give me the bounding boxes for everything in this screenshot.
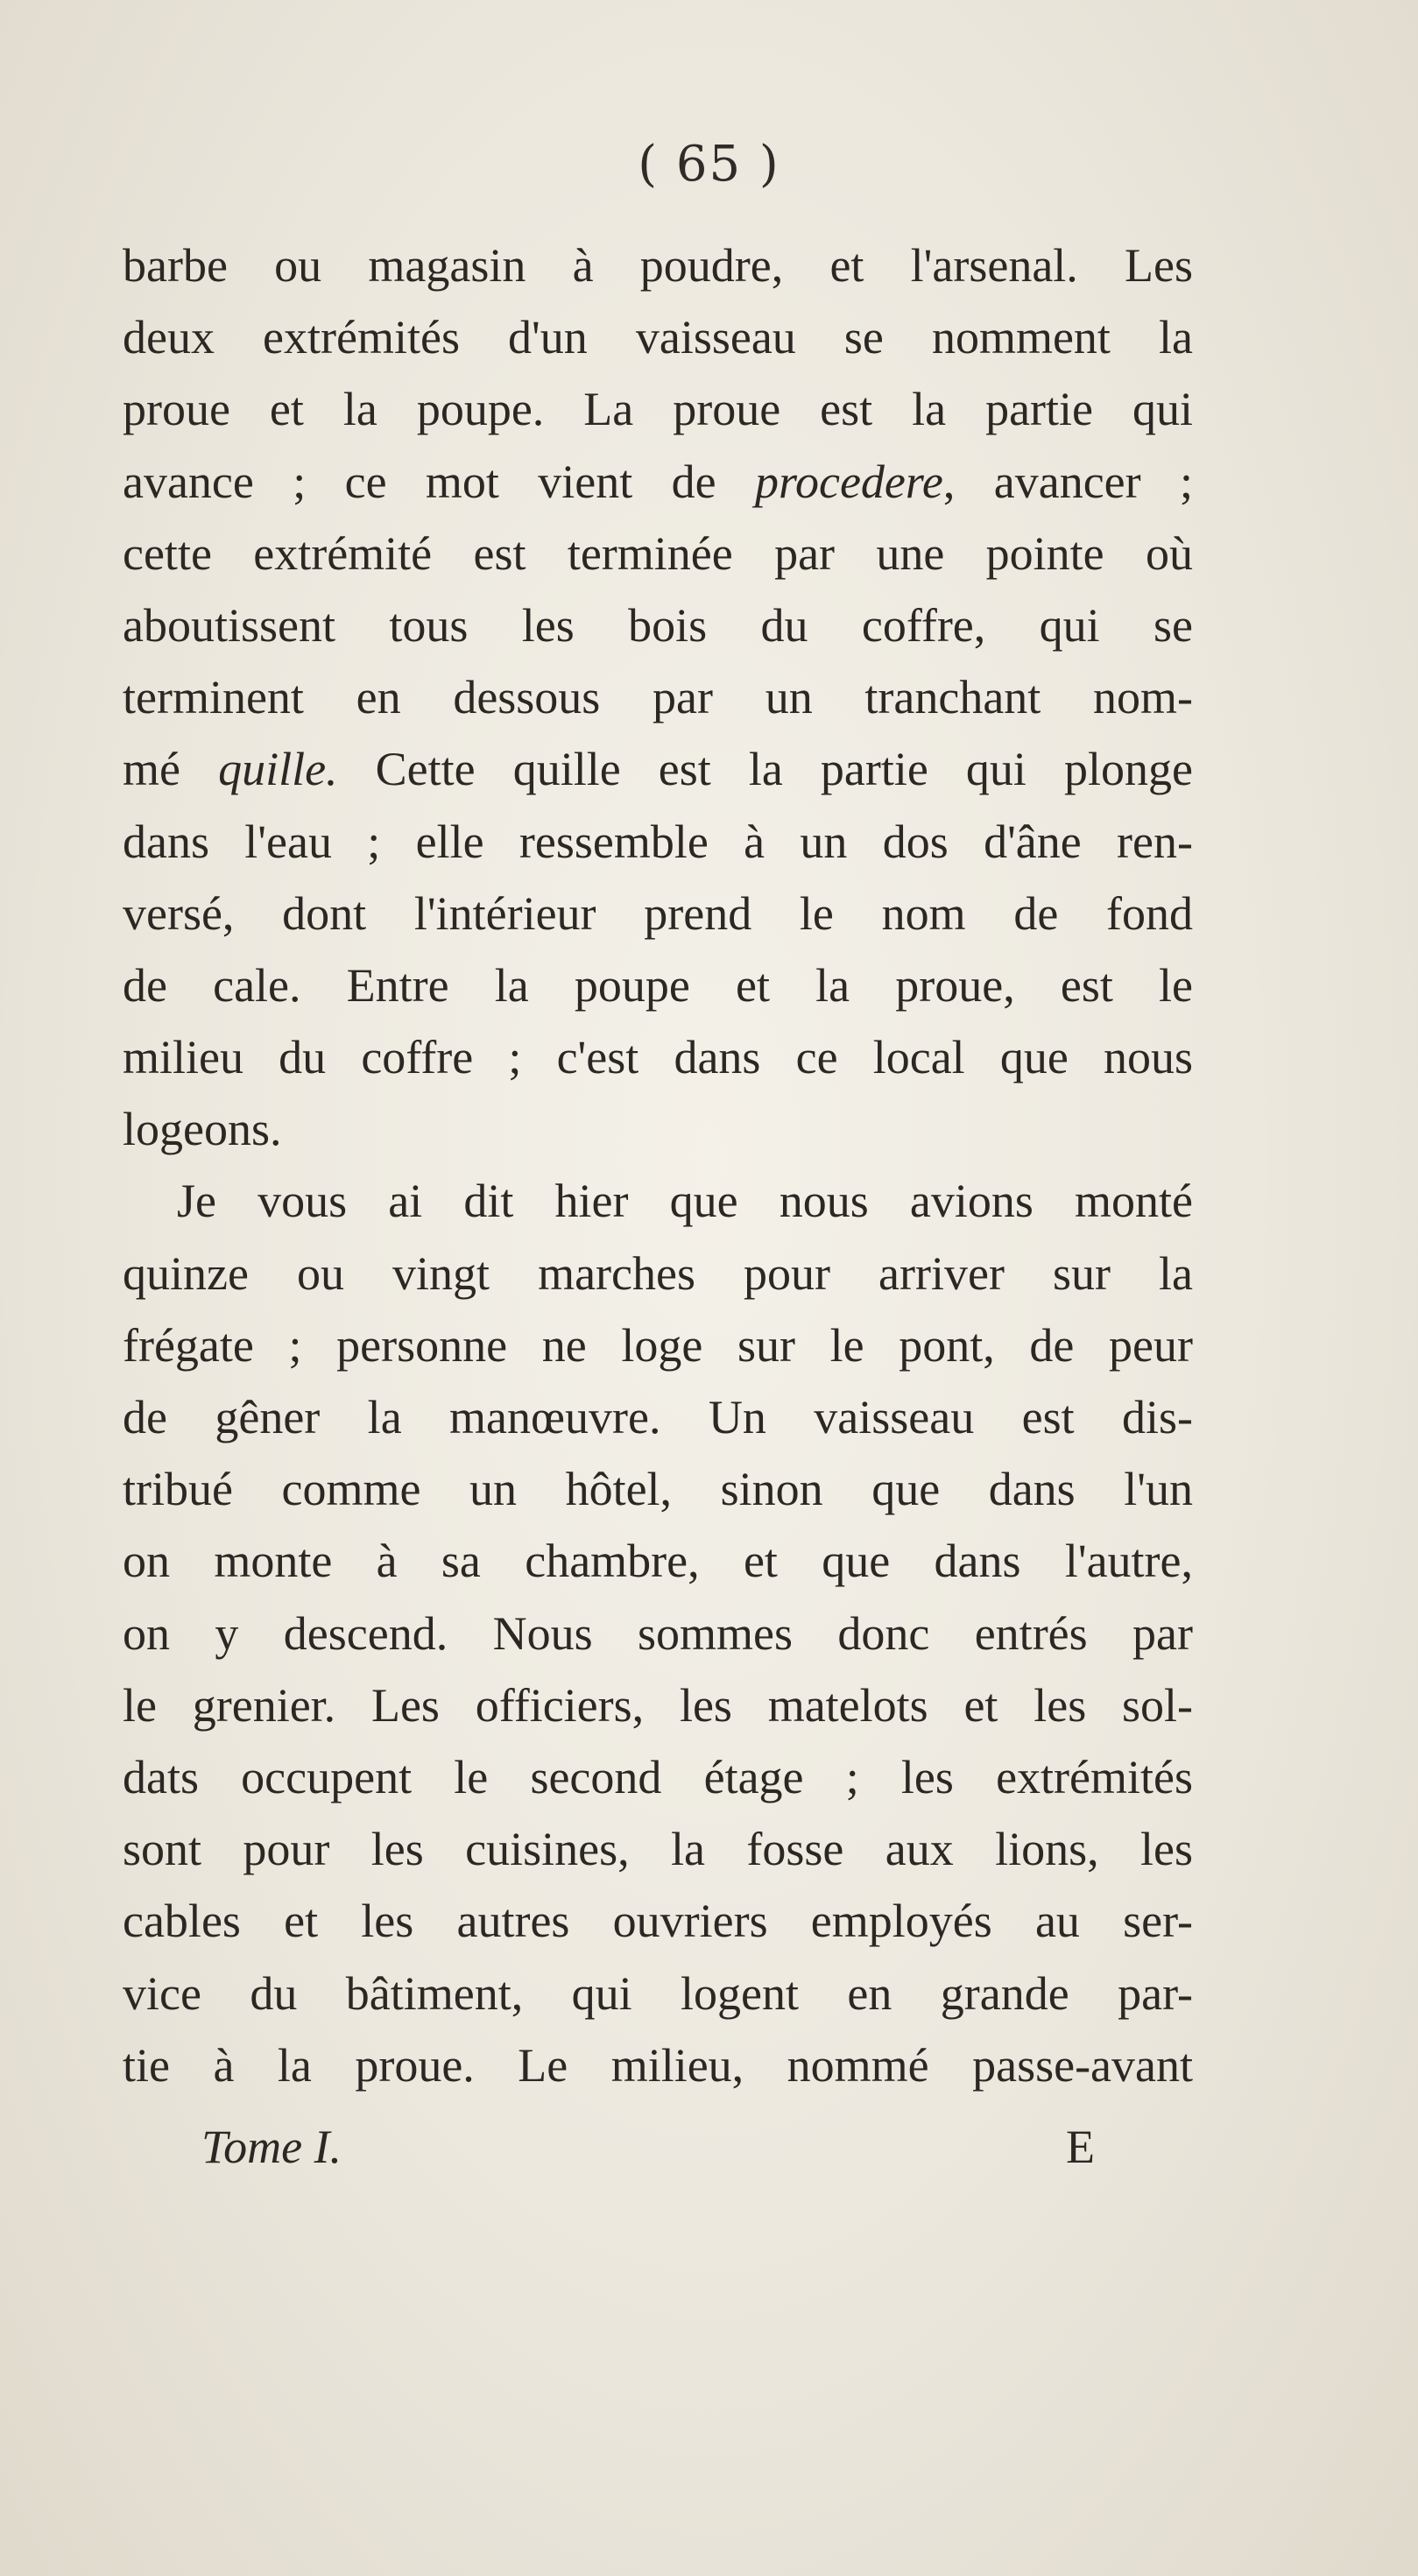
text-line: aboutissent tous les bois du coffre, qui se — [123, 598, 1193, 652]
text-line: terminent en dessous par un tranchant nom- — [123, 671, 1193, 724]
text-line: de gêner la manœuvre. Un vaisseau est dis- — [123, 1391, 1193, 1443]
text-line: dats occupent le second étage ; les extrémités — [123, 1750, 1193, 1803]
text-line: de cale. Entre la poupe et la proue, est le — [123, 958, 1193, 1012]
text-line: quinze ou vingt marches pour arriver sur la — [123, 1246, 1193, 1300]
text-fragment: mé — [123, 743, 219, 796]
text-line: le grenier. Les officiers, les matelots et les sol- — [123, 1678, 1193, 1732]
page-footer — [201, 2120, 1095, 2174]
text-fragment: Cette quille est la partie qui plonge — [337, 743, 1193, 796]
text-line — [123, 733, 1193, 805]
text-line: versé, dont l'intérieur prend le nom de fond — [123, 886, 1193, 940]
text-line: logeons. — [123, 1103, 282, 1156]
text-line: Je vous ai dit hier que nous avions monté — [177, 1175, 1193, 1228]
text-line: dans l'eau ; elle ressemble à un dos d'âne ren- — [123, 815, 1193, 868]
text-line: milieu du coffre ; c'est dans ce local que nous — [123, 1031, 1193, 1084]
latin-word: procedere — [754, 455, 943, 508]
text-line: vice du bâtiment, qui logent en grande par- — [123, 1966, 1193, 2020]
text-fragment: , avancer ; — [942, 455, 1193, 508]
body-text — [123, 229, 1193, 2101]
volume-label: Tome I. — [201, 2121, 342, 2173]
text-line: cables et les autres ouvriers employés au ser- — [123, 1895, 1193, 1948]
text-line: cette extrémité est terminée par une pointe où — [123, 526, 1193, 580]
text-line: tribué comme un hôtel, sinon que dans l'un — [123, 1463, 1193, 1516]
text-line: tie à la proue. Le milieu, nommé passe-avant — [123, 2038, 1193, 2092]
text-line: barbe ou magasin à poudre, et l'arsenal. Les — [123, 239, 1193, 292]
text-line — [123, 446, 1193, 518]
text-line: proue et la poupe. La proue est la partie qui — [123, 383, 1193, 436]
page-number: ( 65 ) — [638, 136, 780, 193]
signature-mark: E — [1066, 2121, 1095, 2173]
text-line: on monte à sa chambre, et que dans l'autre, — [123, 1535, 1193, 1588]
text-line: sont pour les cuisines, la fosse aux lions, les — [123, 1823, 1193, 1876]
text-line: frégate ; personne ne loge sur le pont, de peur — [123, 1318, 1193, 1372]
text-line: deux extrémités d'un vaisseau se nomment la — [123, 311, 1193, 364]
text-fragment: avance ; ce mot vient de — [123, 455, 755, 508]
text-line: on y descend. Nous sommes donc entrés par — [123, 1606, 1193, 1660]
term-word: quille. — [218, 743, 338, 796]
